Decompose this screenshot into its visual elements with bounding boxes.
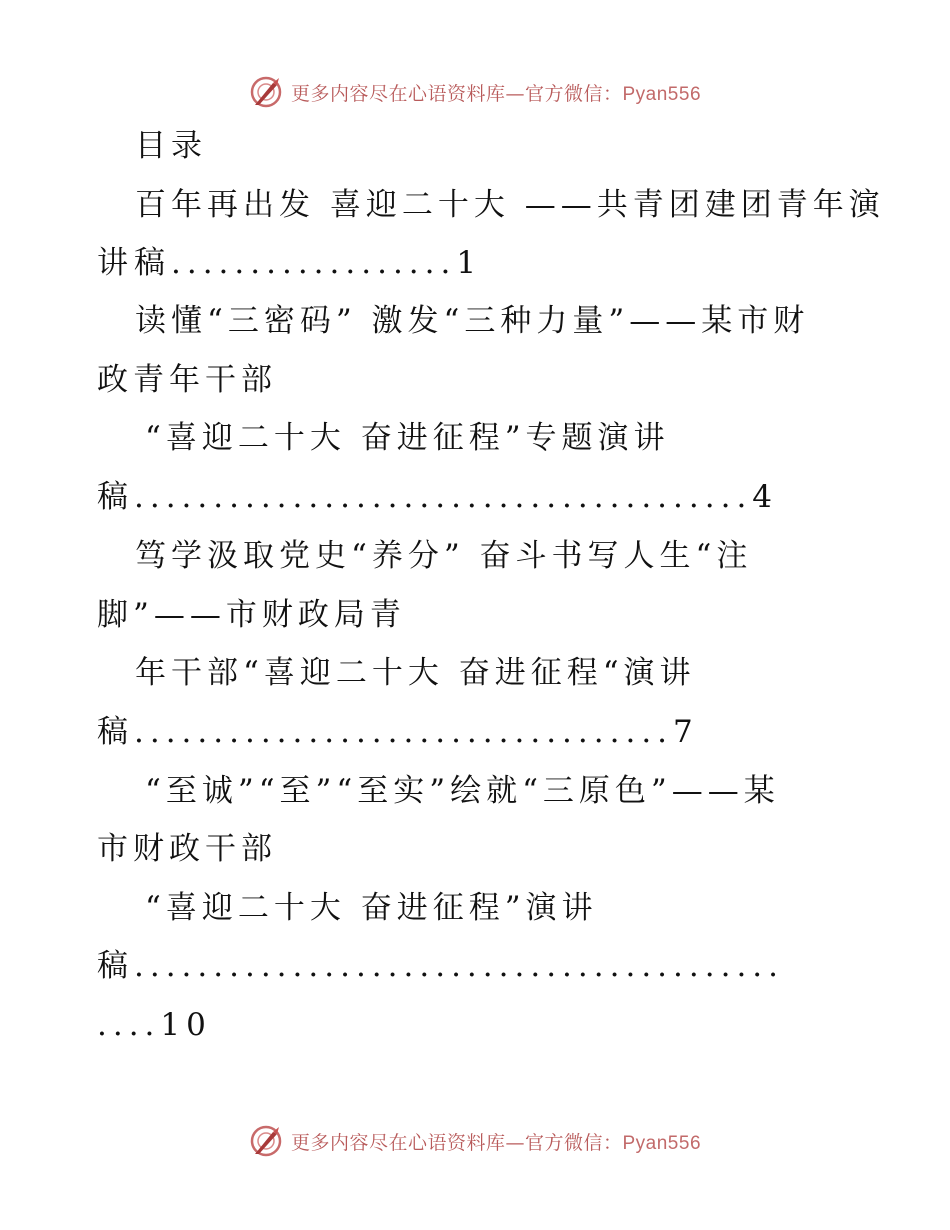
toc-line: “至诚”“至”“至实”绘就“三原色”——某 xyxy=(145,773,780,809)
banner-handle: Pyan556 xyxy=(622,1132,702,1154)
quill-logo-icon xyxy=(249,1124,283,1158)
toc-line: 讲稿..................1 xyxy=(97,245,483,281)
toc-line: 笃学汲取党史“养分” 奋斗书写人生“注 xyxy=(135,538,753,574)
toc-line: “喜迎二十大 奋进征程”演讲 xyxy=(145,890,598,926)
toc-line: 稿..................................7 xyxy=(97,714,699,750)
banner-label: 更多内容尽在心语资料库—官方微信： xyxy=(290,82,623,105)
toc-line: 年干部“喜迎二十大 奋进征程“演讲 xyxy=(135,655,696,691)
quill-logo-icon xyxy=(249,75,283,109)
toc-line: 市财政干部 xyxy=(97,831,277,867)
toc-line: 政青年干部 xyxy=(97,362,277,398)
banner-text xyxy=(291,79,701,106)
footer-banner xyxy=(0,1121,950,1161)
toc-line: 读懂“三密码” 激发“三种力量”——某市财 xyxy=(135,303,810,339)
header-banner xyxy=(0,72,950,112)
banner-handle: Pyan556 xyxy=(622,83,702,105)
toc-line: “喜迎二十大 奋进征程”专题演讲 xyxy=(145,420,670,456)
toc-line: 脚”——市财政局青 xyxy=(97,597,406,633)
toc-line: 稿......................................... xyxy=(97,948,785,984)
toc-line: 百年再出发 喜迎二十大 ——共青团建团青年演 xyxy=(135,187,885,223)
toc-line: 稿.......................................4 xyxy=(97,479,779,515)
toc-line: ....10 xyxy=(97,1007,212,1043)
banner-text xyxy=(291,1128,701,1155)
banner-label: 更多内容尽在心语资料库—官方微信： xyxy=(290,1131,623,1154)
toc-title: 目录 xyxy=(135,128,207,164)
